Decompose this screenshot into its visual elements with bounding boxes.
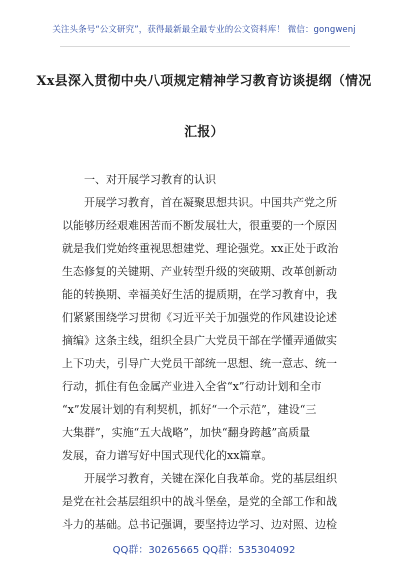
header-notice: 关注头条号“公文研究”，获得最新最全最专业的公文资料库！ 微信：gongwenj	[52, 25, 356, 35]
paragraph-line: 行动，抓住有色金属产业进入全省“x”行动计划和全市	[62, 380, 322, 393]
footer-qq-groups: QQ群：30265665 QQ群：535304092	[112, 545, 296, 556]
paragraph-line: 能的转换期、幸福美好生活的提质期，在学习教育中，我	[62, 288, 337, 301]
paragraph-line: 们紧紧围绕学习贯彻《习近平关于加强党的作风建设论述	[62, 311, 337, 324]
paragraph-line: 摘编》这条主线，组织全县广大党员干部在学懂弄通做实	[62, 334, 337, 347]
paragraph-line: 以能够历经艰难困苦而不断发展壮大，很重要的一个原因	[62, 219, 337, 232]
paragraph-line: 是党在社会基层组织中的战斗堡垒，是党的全部工作和战	[62, 495, 337, 508]
document-title-line-2: 汇报）	[184, 125, 224, 140]
paragraph-line: 斗力的基础。总书记强调，要坚持边学习、边对照、边检	[62, 518, 337, 531]
paragraph-line: 开展学习教育，首在凝聚思想共识。中国共产党之所	[84, 196, 337, 209]
paragraph-line: 生态修复的关键期、产业转型升级的突破期、改革创新动	[62, 265, 337, 278]
paragraph-line: 开展学习教育，关键在深化自我革命。党的基层组织	[84, 472, 337, 485]
document-title-line-1: Xx县深入贯彻中央八项规定精神学习教育访谈提纲（情况	[36, 74, 372, 89]
section-heading: 一、对开展学习教育的认识	[84, 173, 216, 186]
paragraph-line: 大集群”，实施“五大战略”，加快“翻身跨越”高质量	[62, 426, 311, 439]
header-divider	[60, 46, 350, 47]
paragraph-line: 就是我们党始终重视思想建党、理论强党。xx正处于政治	[62, 242, 339, 255]
paragraph-line: 上下功夫，引导广大党员干部统一思想、统一意志、统一	[62, 357, 337, 370]
paragraph-line: 发展，奋力谱写好中国式现代化的xx篇章。	[62, 449, 273, 462]
paragraph-line: “x”发展计划的有利契机，抓好“一个示范”，建设“三	[62, 403, 317, 416]
